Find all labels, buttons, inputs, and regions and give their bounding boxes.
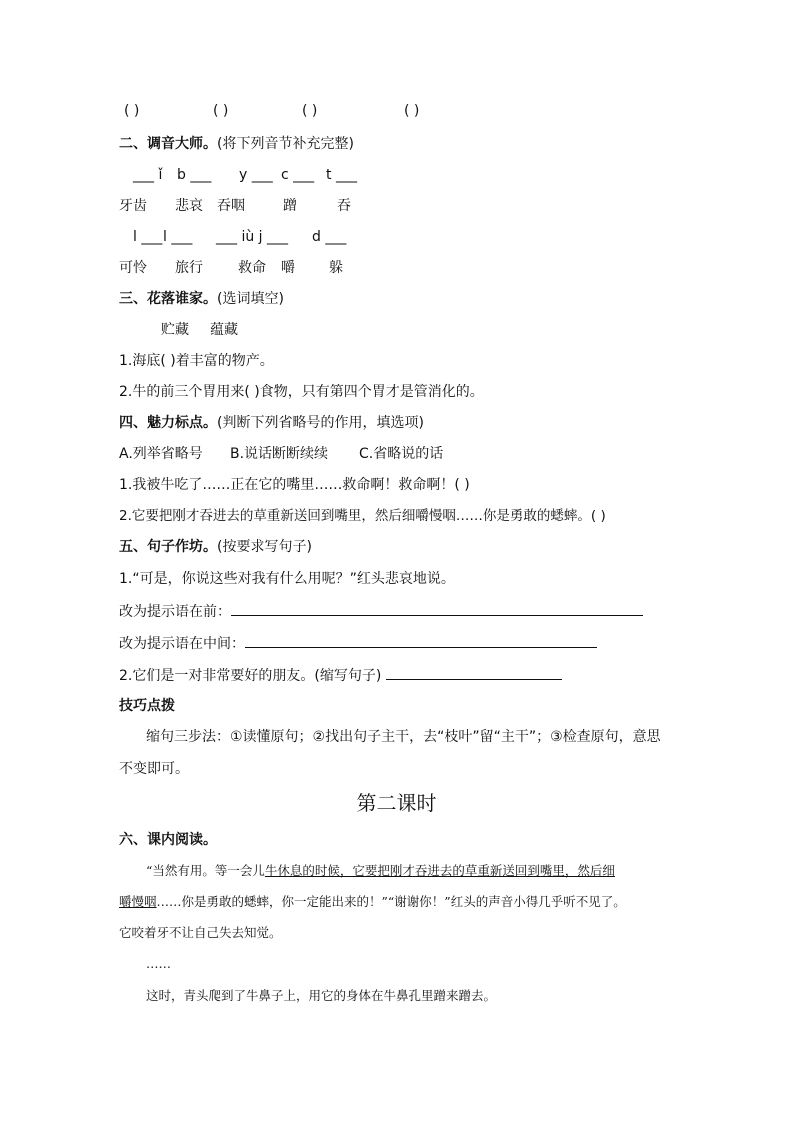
choice-option: C.省略说的话: [359, 446, 444, 462]
question: 1.“可是，你说这些对我有什么用呢？”红头悲哀地说。: [119, 571, 455, 587]
pinyin-blank[interactable]: b ___: [177, 167, 212, 183]
answer-blank[interactable]: ( ): [404, 103, 420, 119]
vocab-word: 旅行: [175, 260, 203, 276]
section-instruction: (按要求写句子): [217, 539, 312, 555]
word-option: 贮藏: [161, 322, 189, 338]
condense-row: [119, 665, 562, 686]
pinyin-blank[interactable]: y ___: [239, 167, 273, 183]
underlined-text: 牛休息的时候，它要把刚才吞进去的草重新送回到嘴里，然后细: [264, 863, 615, 878]
choice-option: A.列举省略号: [119, 446, 203, 462]
section-heading: [119, 537, 312, 557]
pinyin-blank[interactable]: ___ iù j ___: [216, 229, 289, 245]
section-heading: [119, 134, 354, 154]
underlined-text: 嚼慢咽: [119, 894, 157, 909]
section-title: 三、花落谁家。: [119, 291, 217, 307]
lesson-title: 第二课时: [356, 791, 437, 815]
word-option: 蕴藏: [210, 322, 238, 338]
question[interactable]: 1.海底( )着丰富的物产。: [119, 353, 274, 369]
reading-text: 它咬着牙不让自己失去知觉。: [119, 925, 282, 940]
section-heading: [119, 413, 424, 433]
tips-heading: 技巧点拨: [119, 698, 175, 714]
question[interactable]: 2.牛的前三个胃用来( )食物，只有第四个胃才是管消化的。: [119, 384, 484, 400]
rewrite-label: 改为提示语在中间：: [119, 636, 245, 652]
section-title: 二、调音大师。: [119, 136, 217, 152]
answer-line[interactable]: [231, 601, 643, 616]
section-title: 五、句子作坊。: [119, 539, 217, 555]
section-heading: 六、课内阅读。: [119, 832, 217, 848]
reading-text: ……你是勇敢的蟋蟀，你一定能出来的！”“谢谢你！”红头的声音小得几乎听不见了。: [156, 894, 626, 909]
rewrite-label: 改为提示语在前：: [119, 604, 231, 620]
question[interactable]: 1.我被牛吃了……正在它的嘴里……救命啊！救命啊！( ): [119, 477, 470, 493]
pinyin-blank[interactable]: l ___: [133, 229, 163, 245]
reading-text: “当然有用。等一会儿: [146, 863, 265, 878]
answer-blank[interactable]: ( ): [124, 103, 140, 119]
reading-line: [146, 861, 615, 881]
reading-text: 这时，青头爬到了牛鼻子上，用它的身体在牛鼻孔里蹭来蹭去。: [146, 988, 497, 1003]
vocab-word: 蹭: [283, 198, 297, 214]
question: 2.它们是一对非常要好的朋友。(缩写句子): [119, 668, 382, 684]
vocab-word: 牙齿: [119, 198, 147, 214]
section-instruction: (判断下列省略号的作用，填选项): [217, 415, 424, 431]
pinyin-blank[interactable]: t ___: [326, 167, 357, 183]
vocab-word: 嚼: [281, 260, 295, 276]
pinyin-blank[interactable]: c ___: [281, 167, 315, 183]
rewrite-front-row: [119, 601, 643, 622]
answer-line[interactable]: [386, 665, 562, 680]
section-instruction: (选词填空): [217, 291, 284, 307]
choice-option: B.说话断断续续: [230, 446, 329, 462]
vocab-word: 悲哀: [175, 198, 203, 214]
answer-blank[interactable]: ( ): [302, 103, 318, 119]
rewrite-middle-row: [119, 633, 597, 654]
reading-ellipsis: ……: [146, 956, 171, 971]
vocab-word: 吞咽: [217, 198, 245, 214]
vocab-word: 吞: [337, 198, 351, 214]
pinyin-blank[interactable]: d ___: [312, 229, 347, 245]
vocab-word: 躲: [329, 260, 343, 276]
answer-line[interactable]: [245, 633, 597, 648]
answer-blank[interactable]: ( ): [213, 103, 229, 119]
section-instruction: (将下列音节补充完整): [217, 136, 354, 152]
question[interactable]: 2.它要把刚才吞进去的草重新送回到嘴里，然后细嚼慢咽……你是勇敢的蟋蟀。( ): [119, 508, 606, 524]
pinyin-blank[interactable]: l ___: [163, 229, 193, 245]
reading-line: [119, 892, 626, 912]
vocab-word: 可怜: [119, 260, 147, 276]
section-heading: [119, 289, 284, 309]
section-title: 四、魅力标点。: [119, 415, 217, 431]
tips-text: 缩句三步法：①读懂原句；②找出句子主干，去“枝叶”留“主干”；③检查原句，意思: [146, 729, 661, 745]
pinyin-blank[interactable]: ___ ǐ: [133, 167, 163, 183]
tips-text: 不变即可。: [119, 761, 189, 777]
vocab-word: 救命: [238, 260, 266, 276]
